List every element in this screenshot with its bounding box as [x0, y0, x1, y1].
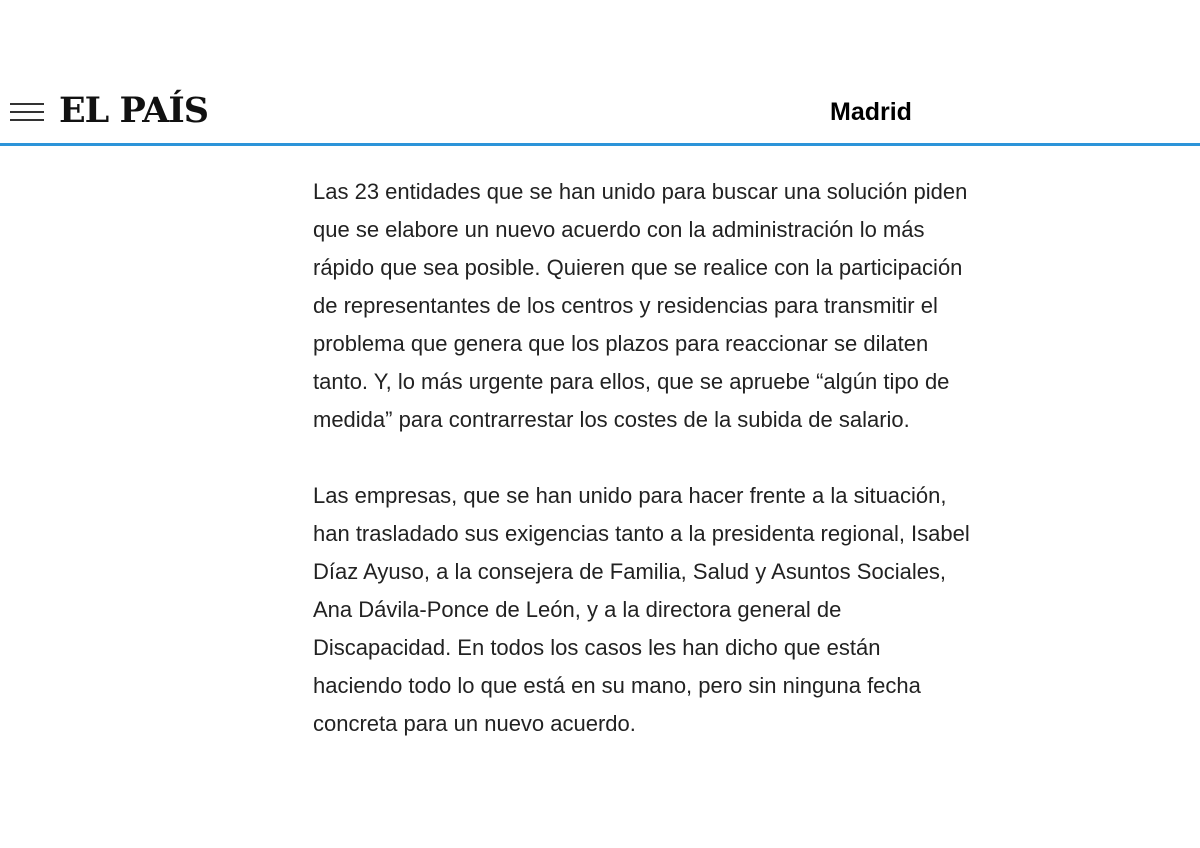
- paragraph-line: que se elabore un nuevo acuerdo con la administración lo más: [313, 217, 925, 242]
- paragraph-line: Discapacidad. En todos los casos les han dicho que están: [313, 635, 881, 660]
- hamburger-menu-icon[interactable]: [10, 101, 44, 123]
- section-title[interactable]: Madrid: [830, 98, 912, 126]
- paragraph-line: han trasladado sus exigencias tanto a la presidenta regional, Isabel: [313, 521, 970, 546]
- article-body: [290, 172, 1102, 742]
- paragraph-line: Las 23 entidades que se han unido para buscar una solución piden: [313, 179, 968, 204]
- paragraph-line: Ana Dávila-Ponce de León, y a la directora general de: [313, 597, 842, 622]
- paragraph-line: Díaz Ayuso, a la consejera de Familia, Salud y Asuntos Sociales,: [313, 559, 947, 584]
- paragraph-line: de representantes de los centros y residencias para transmitir el: [313, 293, 938, 318]
- paragraph-line: medida” para contrarrestar los costes de la subida de salario.: [313, 407, 910, 432]
- paragraph-line: concreta para un nuevo acuerdo.: [313, 711, 636, 736]
- paragraph-line: haciendo todo lo que está en su mano, pero sin ninguna fecha: [313, 673, 921, 698]
- paragraph-line: Las empresas, que se han unido para hacer frente a la situación,: [313, 483, 947, 508]
- article-paragraph: [313, 173, 1103, 439]
- el-pais-logo[interactable]: EL PAÍS: [59, 90, 209, 131]
- site-header: [0, 0, 1200, 146]
- paragraph-line: tanto. Y, lo más urgente para ellos, que se apruebe “algún tipo de: [313, 369, 950, 394]
- paragraph-line: problema que genera que los plazos para reaccionar se dilaten: [313, 331, 929, 356]
- paragraph-line: rápido que sea posible. Quieren que se realice con la participación: [313, 255, 963, 280]
- article-paragraph: [313, 477, 1103, 743]
